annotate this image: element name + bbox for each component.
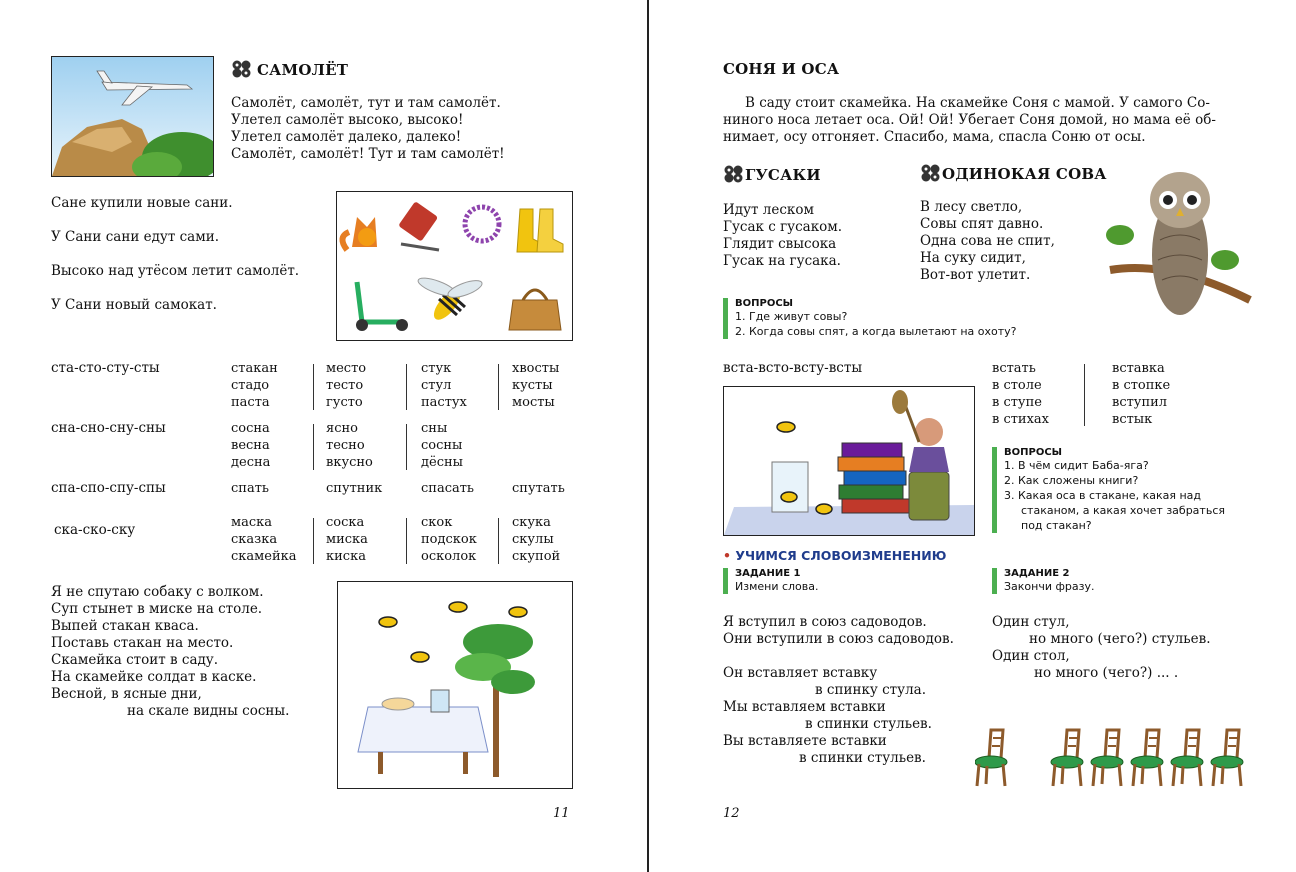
questions-baba-yaga (992, 447, 1225, 533)
sentence: У Сани новый самокат. (51, 297, 217, 313)
divider (313, 518, 314, 564)
text-line: Я вступил в союз садоводов. (723, 614, 927, 630)
baba-yaga-picture (723, 386, 975, 536)
page-number-left: 11 (553, 806, 570, 821)
section-heading: • УЧИМСЯ СЛОВОИЗМЕНЕНИЮ (723, 548, 947, 563)
sentence: Я не спутаю собаку с волком. (51, 584, 264, 600)
word: сосна (231, 421, 270, 436)
word: паста (231, 395, 270, 410)
questions-owl (723, 298, 1017, 339)
word: скупой (512, 549, 561, 564)
task-title: ЗАДАНИЕ 2 (1004, 568, 1070, 579)
clover-icon (723, 165, 745, 187)
task-title: ЗАДАНИЕ 1 (735, 568, 801, 579)
divider (406, 424, 407, 470)
word: стадо (231, 378, 270, 393)
poem-line: Совы спят давно. (920, 216, 1044, 232)
word: ясно (326, 421, 358, 436)
word: в стопке (1112, 378, 1171, 393)
divider (498, 518, 499, 564)
word: кусты (512, 378, 553, 393)
gusaki-title: ГУСАКИ (723, 165, 821, 187)
poem-line: Идут леском (723, 202, 814, 218)
question-item: 3. Какая оса в стакане, какая над (1004, 489, 1201, 502)
text-line: ниного носа летает оса. Ой! Ой! Убегает Соня домой, но мама её об- (723, 112, 1216, 128)
word: тесно (326, 438, 365, 453)
poem-line: Улетел самолёт далеко, далеко! (231, 129, 462, 145)
word: спутник (326, 481, 383, 496)
text-line: но много (чего?) ... . (1034, 665, 1179, 681)
text-line: Мы вставляем вставки (723, 699, 886, 715)
poem-line: Гусак на гусака. (723, 253, 841, 269)
word: скок (421, 515, 453, 530)
boots-icon (517, 209, 563, 252)
word: подскок (421, 532, 477, 547)
handbag-icon (509, 290, 561, 330)
word: осколок (421, 549, 477, 564)
question-item: 2. Когда совы спят, а когда вылетают на охоту? (735, 325, 1017, 338)
poem-line: На суку сидит, (920, 250, 1026, 266)
question-item: 1. В чём сидит Баба-яга? (1004, 459, 1149, 472)
question-item: 1. Где живут совы? (735, 310, 848, 323)
sentence: Высоко над утёсом летит самолёт. (51, 263, 300, 279)
text-line: Он вставляет вставку (723, 665, 878, 681)
word: сказка (231, 532, 278, 547)
word: миска (326, 532, 368, 547)
sentence: Поставь стакан на место. (51, 635, 234, 651)
samolet-poem (231, 95, 505, 163)
task-instruction: Закончи фразу. (1004, 580, 1095, 593)
questions-title: ВОПРОСЫ (1004, 447, 1063, 458)
word: вступил (1112, 395, 1168, 410)
table-and-tree-picture (337, 581, 573, 789)
text-line: В саду стоит скамейка. На скамейке Соня с мамой. У самого Со- (745, 95, 1210, 111)
poem-line: Гусак с гусаком. (723, 219, 843, 235)
sentence: на скале видны сосны. (127, 703, 290, 719)
clover-icon (920, 164, 942, 186)
bullet-icon: • (723, 548, 731, 563)
sentence: Суп стынет в миске на столе. (51, 601, 263, 617)
samolet-title: САМОЛЁТ (231, 60, 348, 82)
text-line: Вы вставляете вставки (723, 733, 887, 749)
word: густо (326, 395, 363, 410)
vsta-col1 (992, 360, 1049, 428)
questions-title: ВОПРОСЫ (735, 298, 794, 309)
sova-poem (920, 199, 1055, 284)
question-item: стаканом, а какая хочет забраться (1021, 504, 1225, 517)
question-item: 2. Как сложены книги? (1004, 474, 1139, 487)
sentence: На скамейке солдат в каске. (51, 669, 257, 685)
text-line: Они вступили в союз садоводов. (723, 631, 954, 647)
word: мосты (512, 395, 555, 410)
word: дёсны (421, 455, 463, 470)
divider (1084, 364, 1085, 426)
airplane-picture (51, 56, 214, 177)
sonya-text (723, 95, 1216, 146)
bottom-sentences (51, 584, 289, 720)
word: стакан (231, 361, 278, 376)
divider (313, 364, 314, 410)
word: в ступе (992, 395, 1042, 410)
sentences (51, 195, 299, 314)
word: вкусно (326, 455, 373, 470)
word: скамейка (231, 549, 297, 564)
poem-line: Одна сова не спит, (920, 233, 1055, 249)
sentence: Весной, в ясные дни, (51, 686, 202, 702)
page-number-right: 12 (723, 806, 740, 821)
sentence: Скамейка стоит в саду. (51, 652, 219, 668)
text-line: в спинки стульев. (805, 716, 932, 732)
sentence: У Сани сани едут сами. (51, 229, 220, 245)
word: встать (992, 361, 1036, 376)
scooter-icon (356, 282, 408, 331)
word: скука (512, 515, 551, 530)
wasp-icon (416, 275, 484, 324)
divider (406, 364, 407, 410)
task-2 (992, 568, 1095, 594)
poem-line: В лесу светло, (920, 199, 1023, 215)
chairs-picture (975, 728, 1255, 790)
gusaki-poem (723, 202, 842, 270)
word: соска (326, 515, 365, 530)
task-1 (723, 568, 819, 594)
word: спасать (421, 481, 474, 496)
book-spine (647, 0, 649, 872)
word: стул (421, 378, 452, 393)
syllable-head: сна-сно-сну-сны (51, 420, 166, 436)
text-line: Один стул, (992, 614, 1070, 630)
word: встык (1112, 412, 1153, 427)
word: хвосты (512, 361, 560, 376)
word: маска (231, 515, 273, 530)
divider (313, 424, 314, 470)
objects-picture (336, 191, 573, 341)
poem-line: Самолёт, самолёт! Тут и там самолёт! (231, 146, 505, 162)
syllable-head: спа-спо-спу-спы (51, 480, 166, 496)
text-line: в спинку стула. (815, 682, 927, 698)
vsta-head: вста-всто-всту-вcты (723, 360, 863, 376)
word: пастух (421, 395, 467, 410)
word: стук (421, 361, 452, 376)
task-instruction: Измени слова. (735, 580, 819, 593)
poem-line: Улетел самолёт высоко, высоко! (231, 112, 464, 128)
beads-icon (465, 207, 499, 241)
clover-icon (231, 60, 253, 82)
word: место (326, 361, 367, 376)
word: десна (231, 455, 271, 470)
word: тесто (326, 378, 364, 393)
text-line: но много (чего?) стульев. (1029, 631, 1211, 647)
word: киска (326, 549, 366, 564)
text-line: Один стол, (992, 648, 1070, 664)
poem-line: Глядит свысока (723, 236, 837, 252)
sova-title: ОДИНОКАЯ СОВА (920, 164, 1107, 186)
divider (498, 364, 499, 410)
word: вставка (1112, 361, 1165, 376)
task-2-text (992, 614, 1211, 682)
task-1-text (723, 614, 954, 767)
owl-picture (1100, 160, 1252, 330)
syllables-table (51, 360, 576, 570)
text-line: в спинки стульев. (799, 750, 926, 766)
text-line: нимает, осу отгоняет. Спасибо, мама, спасла Соню от осы. (723, 129, 1146, 145)
word: спать (231, 481, 269, 496)
fox-icon (342, 217, 377, 250)
divider (406, 518, 407, 564)
word: сны (421, 421, 448, 436)
sentence: Выпей стакан кваса. (51, 618, 199, 634)
sentence: Сане купили новые сани. (51, 195, 233, 211)
syllable-head: ста-сто-сту-сты (51, 360, 160, 376)
syllable-head: ска-ско-ску (54, 522, 136, 538)
word: в столе (992, 378, 1042, 393)
word: весна (231, 438, 270, 453)
question-item: под стакан? (1021, 519, 1092, 532)
word: спутать (512, 481, 565, 496)
word: сосны (421, 438, 463, 453)
word: в стихах (992, 412, 1050, 427)
vsta-col2 (1112, 360, 1170, 428)
poem-line: Самолёт, самолёт, тут и там самолёт. (231, 95, 501, 111)
word: скулы (512, 532, 554, 547)
poem-line: Вот-вот улетит. (920, 267, 1031, 283)
sonya-title: СОНЯ И ОСА (723, 60, 840, 78)
sled-icon (398, 201, 439, 250)
